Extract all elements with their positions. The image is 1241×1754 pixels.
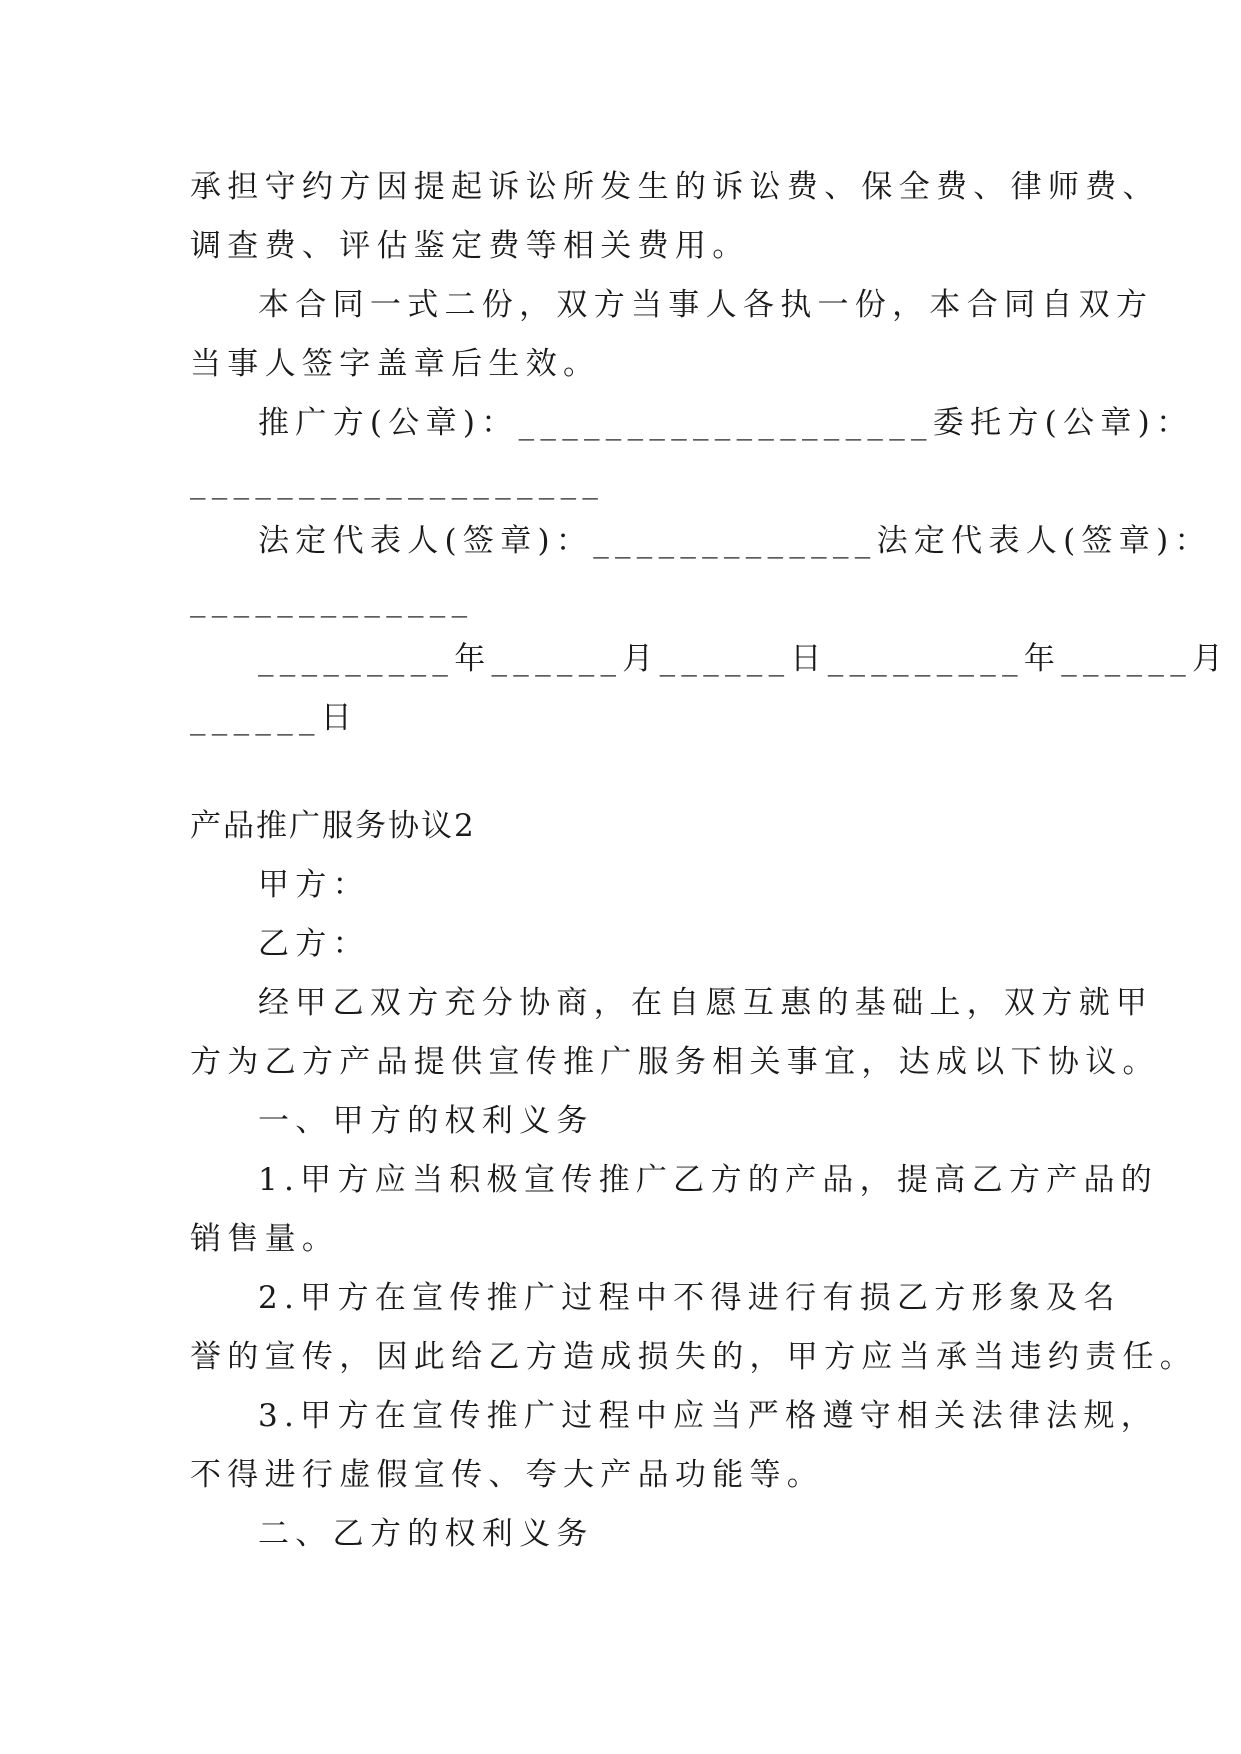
text-line: 本合同一式二份，双方当事人各执一份，本合同自双方	[258, 287, 1154, 323]
clause-heading: 一、甲方的权利义务	[258, 1103, 594, 1139]
signature-line-seal: 推广方(公章)：___________________委托方(公章)：	[258, 405, 1194, 441]
signature-blank: ___________________	[190, 464, 605, 500]
clause-heading: 二、乙方的权利义务	[258, 1516, 594, 1552]
text-line: 经甲乙双方充分协商，在自愿互惠的基础上，双方就甲	[258, 985, 1154, 1021]
text-line: 3.甲方在宣传推广过程中应当严格遵守相关法律法规，	[258, 1398, 1159, 1434]
text-line: 当事人签字盖章后生效。	[190, 346, 601, 382]
text-line: 2.甲方在宣传推广过程中不得进行有损乙方形象及名	[258, 1280, 1121, 1316]
party-b-label: 乙方：	[258, 926, 370, 962]
text-line: 1.甲方应当积极宣传推广乙方的产品，提高乙方产品的	[258, 1162, 1159, 1198]
text-line: 誉的宣传，因此给乙方造成损失的，甲方应当承当违约责任。	[190, 1339, 1198, 1375]
signature-line-representative: 法定代表人(签章)：_____________法定代表人(签章)：	[258, 523, 1212, 559]
date-line: _________年______月______日_________年______月	[258, 641, 1230, 677]
party-a-label: 甲方：	[258, 867, 370, 903]
text-line: 承担守约方因提起诉讼所发生的诉讼费、保全费、律师费、	[190, 169, 1160, 205]
text-line: 不得进行虚假宣传、夸大产品功能等。	[190, 1457, 825, 1493]
signature-blank: _____________	[190, 582, 474, 618]
text-line: 方为乙方产品提供宣传推广服务相关事宜，达成以下协议。	[190, 1044, 1160, 1080]
section-title: 产品推广服务协议2	[190, 808, 476, 844]
text-line: 调查费、评估鉴定费等相关费用。	[190, 228, 750, 264]
text-line: 销售量。	[190, 1221, 340, 1257]
date-line: ______日	[190, 700, 359, 736]
